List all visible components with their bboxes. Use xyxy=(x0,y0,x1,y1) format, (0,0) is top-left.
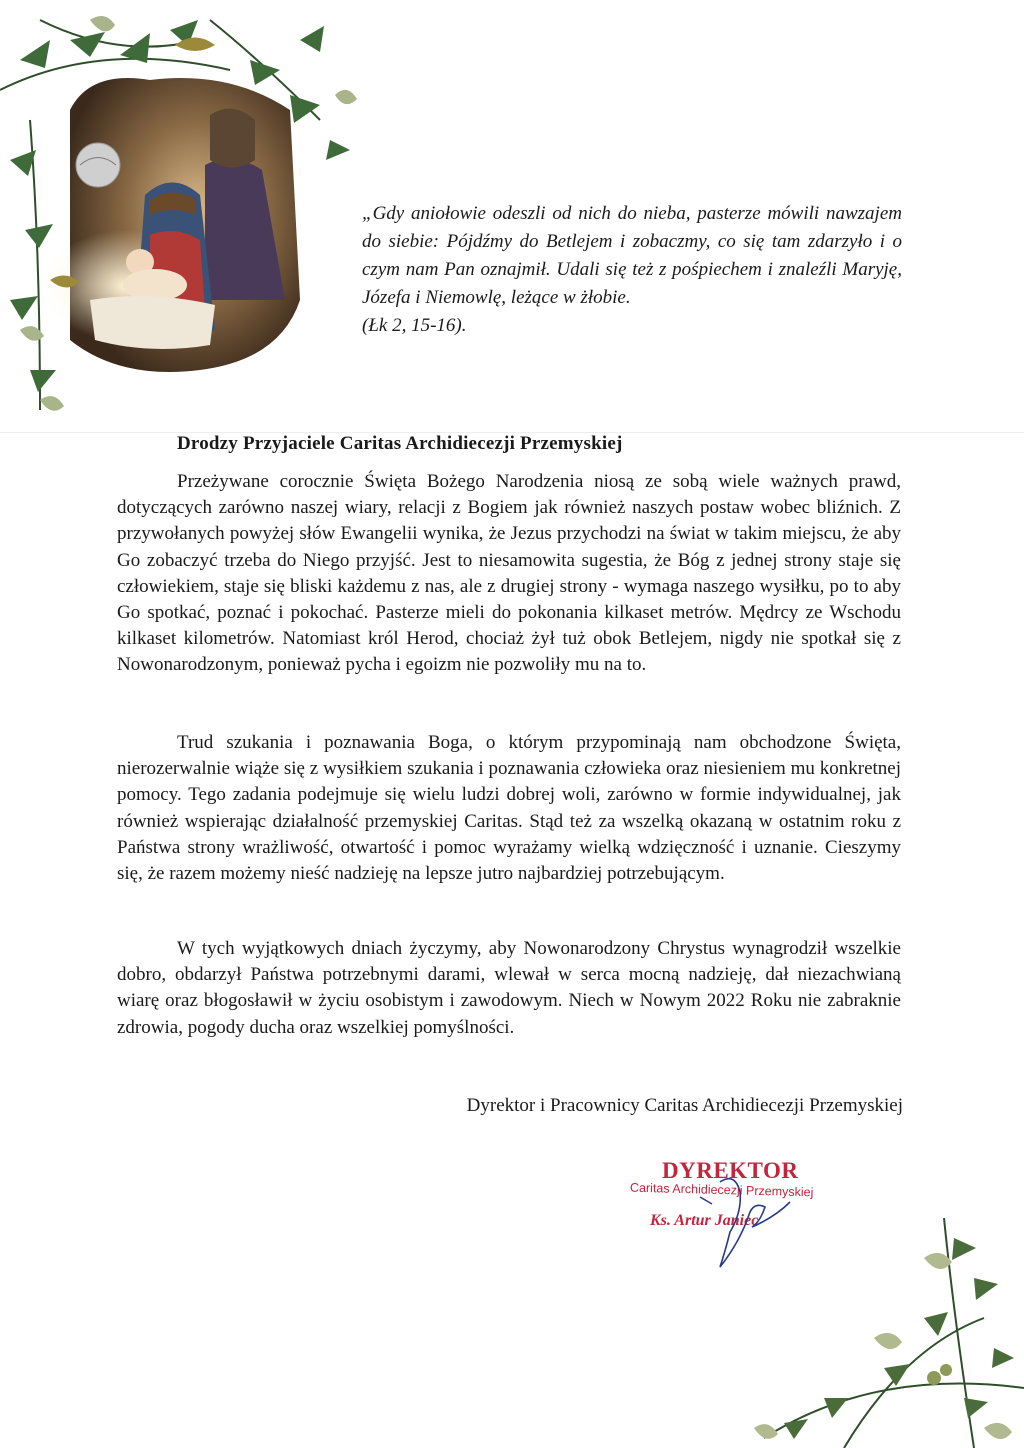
stamp-title: DYREKTOR xyxy=(662,1158,799,1183)
signature-line: Dyrektor i Pracownicy Caritas Archidiecezji Przemyskiej xyxy=(466,1095,903,1116)
stamp-name: Ks. Artur Janiec xyxy=(650,1212,759,1229)
letter-paragraph-3 xyxy=(117,936,901,1041)
stamp-organization: Caritas Archidiecezji Przemyskiej xyxy=(629,1180,814,1200)
quote-text: „Gdy aniołowie odeszli od nich do nieba, pasterze mówili nawzajem do siebie: Pójdźmy do Betlejem i zobaczmy, co się tam zdarzyło i o czym nam Pan oznajmił. Udali się też z pośpiechem i znaleźli Maryję, Józefa i Niemowlę, leżące w żłobie. xyxy=(362,203,902,308)
letter-paragraph-1 xyxy=(117,469,901,679)
handwritten-signature xyxy=(680,1162,800,1272)
salutation: Drodzy Przyjaciele Caritas Archidiecezji Przemyskiej xyxy=(177,433,623,454)
quote-reference: (Łk 2, 15-16). xyxy=(362,315,467,336)
nativity-illustration xyxy=(0,0,360,420)
gospel-quote xyxy=(362,200,902,340)
paragraph-text: Przeżywane corocznie Święta Bożego Narodzenia niosą ze sobą wiele ważnych prawd, dotyczących zarówno naszej wiary, relacji z Bogiem jak również naszych postaw wobec bliźnich. Z przywołanych powyżej słów Ewangelii wynika, że Jezus przychodzi na świat w takim miejscu, że aby Go zobaczyć trzeba do Niego przyjść. Jest to niesamowita sugestia, że Bóg z jednej strony staje się człowiekiem, staje się bliski każdemu z nas, ale z drugiej strony - wymaga naszego wysiłku, po to aby Go spotkać, poznać i pokochać. Pasterze mieli do pokonania kilkaset metrów. Mędrcy ze Wschodu kilkaset kilometrów. Natomiast król Herod, chociaż żył tuż obok Betlejem, nigdy nie spotkał się z Nowonarodzonym, ponieważ pycha i egoizm nie pozwoliły mu na to. xyxy=(117,471,901,676)
paragraph-text: W tych wyjątkowych dniach życzymy, aby Nowonarodzony Chrystus wynagrodził wszelkie dobro, obdarzył Państwa potrzebnymi darami, wlewał w serca mocną nadzieję, dał niezachwianą wiarę oraz błogosławił w życiu osobistym i zawodowym. Niech w Nowym 2022 Roku nie zabraknie zdrowia, pogody ducha oraz wszelkiej pomyślności. xyxy=(117,938,901,1038)
director-stamp xyxy=(610,1152,840,1272)
paragraph-text: Trud szukania i poznawania Boga, o którym przypominają nam obchodzone Święta, nierozerwalnie wiąże się z wysiłkiem szukania i poznawania człowieka oraz niesieniem mu konkretnej pomocy. Tego zadania podejmuje się wielu ludzi dobrej woli, zarówno w formie indywidualnej, jak również wspierając działalność przemyskiej Caritas. Stąd też za wszelką okazaną w ostatnim roku z Państwa strony wrażliwość, otwartość i pomoc wyrażamy wielką wdzięczność i uznanie. Cieszymy się, że razem możemy nieść nadzieję na lepsze jutro najbardziej potrzebującym. xyxy=(117,732,901,885)
letter-paragraph-2 xyxy=(117,730,901,887)
